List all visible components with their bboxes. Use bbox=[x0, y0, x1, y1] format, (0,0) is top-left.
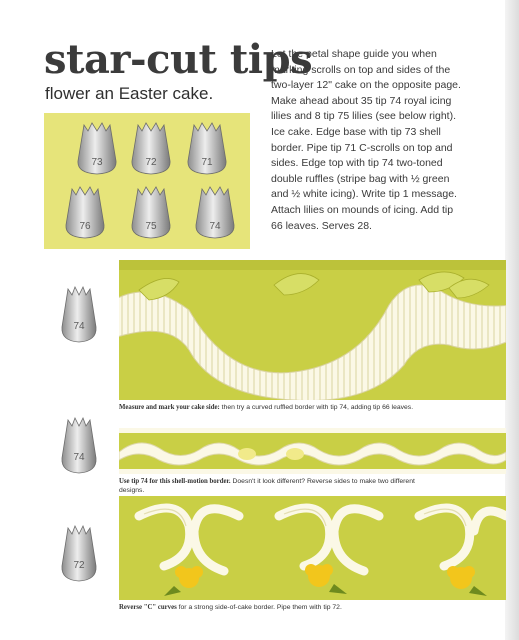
side-tip-74-icon bbox=[55, 414, 103, 480]
tip-75-icon bbox=[124, 185, 178, 243]
caption-2-bold: Use tip 74 for this shell-motion border. bbox=[119, 478, 231, 485]
tip-76-icon bbox=[58, 185, 112, 243]
tip-number: 72 bbox=[73, 560, 85, 571]
caption-2 bbox=[119, 478, 419, 495]
page-title: star-cut tips bbox=[44, 36, 313, 83]
tip-73-icon bbox=[70, 121, 124, 179]
tip-panel bbox=[44, 113, 250, 249]
ruffle-border-photo bbox=[119, 260, 506, 400]
tip-number: 74 bbox=[73, 321, 85, 332]
caption-1 bbox=[119, 404, 419, 413]
c-curve-border-photo bbox=[119, 496, 506, 600]
side-tip-74-icon bbox=[55, 283, 103, 349]
caption-2-text: Doesn't it look different? Reverse sides to make two different designs. bbox=[119, 478, 415, 494]
caption-3-bold: Reverse "C" curves bbox=[119, 604, 177, 611]
tip-number: 74 bbox=[209, 221, 221, 232]
caption-1-text: then try a curved ruffled border with tip 74, adding tip 66 leaves. bbox=[219, 404, 414, 411]
caption-3-text: for a strong side-of-cake border. Pipe them with tip 72. bbox=[176, 604, 342, 611]
tip-74-icon bbox=[188, 185, 242, 243]
tip-71-icon bbox=[180, 121, 234, 179]
tip-72-icon bbox=[124, 121, 178, 179]
tip-number: 72 bbox=[145, 157, 157, 168]
tip-number: 71 bbox=[201, 157, 213, 168]
page-subtitle: flower an Easter cake. bbox=[45, 84, 214, 103]
tip-number: 75 bbox=[145, 221, 157, 232]
page-edge bbox=[505, 0, 519, 640]
tip-number: 76 bbox=[79, 221, 91, 232]
caption-3 bbox=[119, 604, 419, 613]
side-tip-72-icon bbox=[55, 522, 103, 588]
tip-number: 73 bbox=[91, 157, 103, 168]
intro-paragraph: Let the petal shape guide you when marking scrolls on top and sides of the two-layer 12" cake on the opposite page. Make ahead about 35 tip 74 royal icing lilies and 8 tip 75 lilies (see below right). Ice cake. Edge base with tip 73 shell border. Pipe tip 71 C-scrolls on top and sides. Edge top with tip 74 two-toned double ruffles (stripe bag with ½ green and ½ white icing). Write tip 1 message. Attach lilies on mounds of icing. Add tip 66 leaves. Serves 28. bbox=[271, 48, 461, 232]
tip-number: 74 bbox=[73, 452, 85, 463]
caption-1-bold: Measure and mark your cake side: bbox=[119, 404, 220, 411]
shell-border-photo bbox=[119, 428, 506, 474]
